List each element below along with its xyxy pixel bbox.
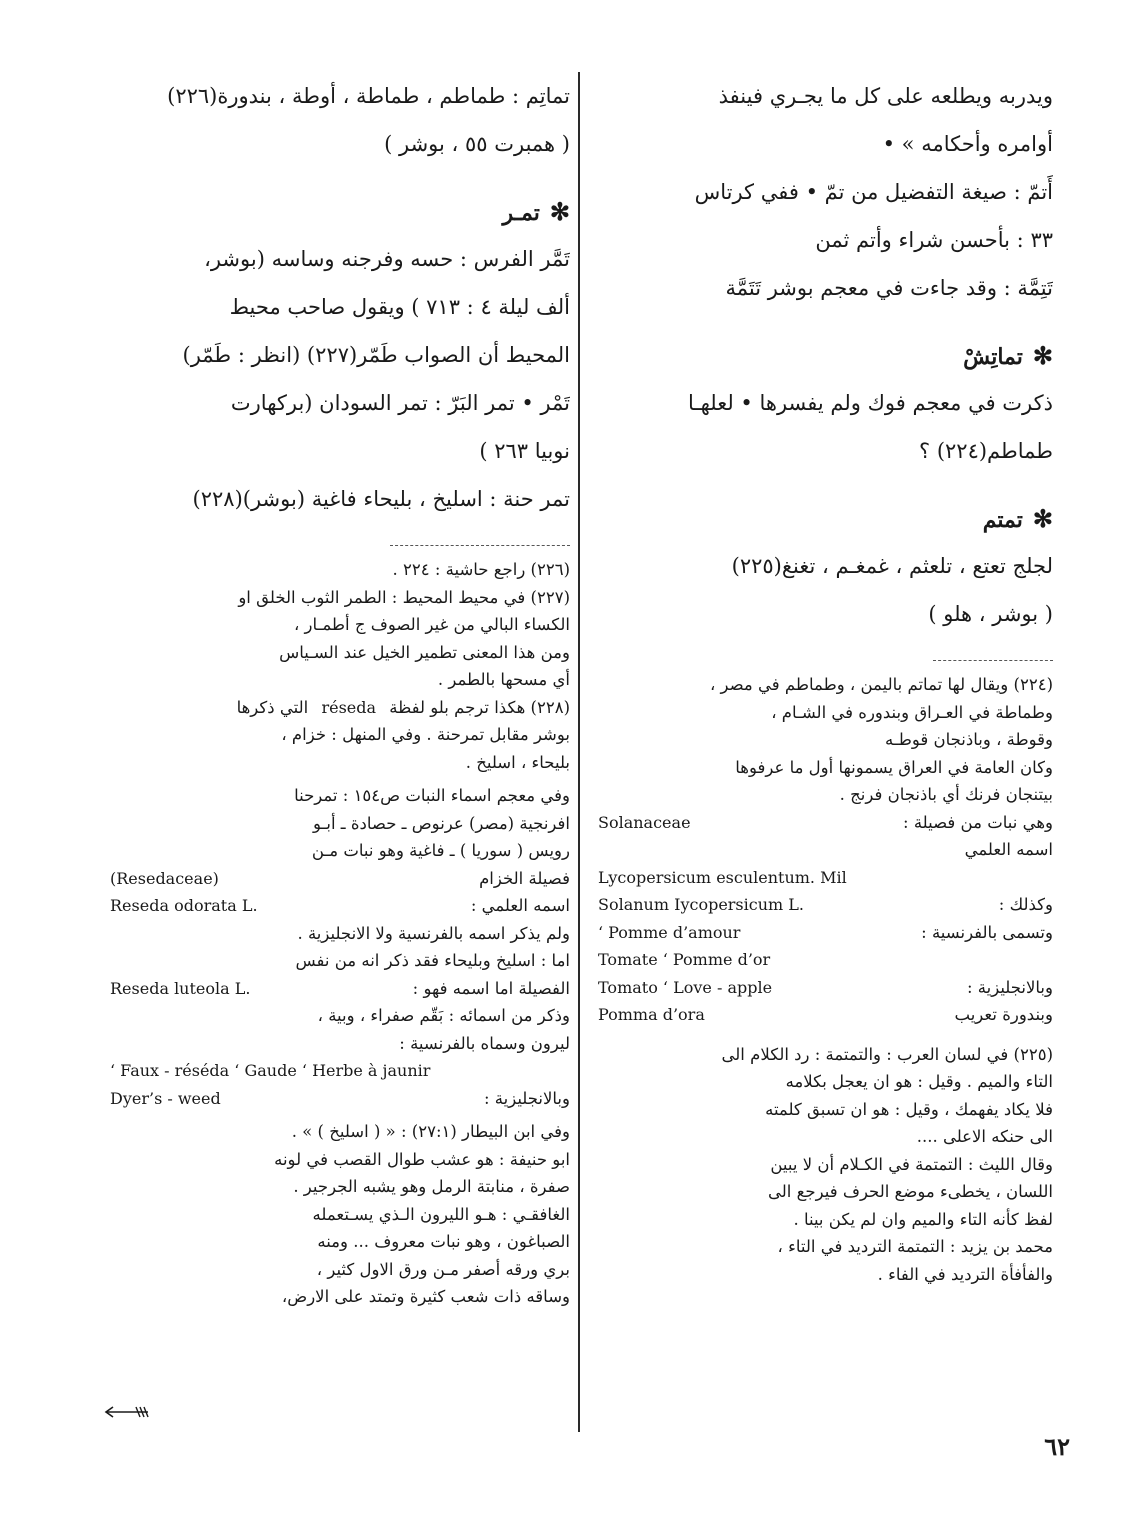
text-line: ( همبرت ٥٥ ، بوشر ) — [384, 132, 570, 156]
latin-term: Solanaceae — [598, 812, 691, 832]
footnote-line: الغافقـي : هـو الليرون الـذي يسـتعمله — [312, 1204, 570, 1224]
footnote-separator — [390, 545, 570, 546]
text-line: لجلج تعتع ، تلعثم ، غمغـم ، تغنغ(٢٢٥) — [731, 554, 1053, 578]
term-pair — [598, 836, 1053, 864]
footnote-line: وفي معجم اسماء النبات ص١٥٤ : تمرحنا — [294, 786, 570, 805]
footnote-line: والفأفأة الترديد في الفاء . — [877, 1264, 1053, 1284]
text-line: تماتِم : طماطم ، طماطة ، أوطة ، بندورة(٢٢٦) — [167, 84, 570, 108]
entry-heading-text: تماتِشْ — [963, 344, 1023, 370]
arabic-term: الفصيلة اما اسمه فهو : — [412, 978, 570, 998]
arabic-term: وكذلك : — [998, 895, 1053, 914]
footnote-228 — [110, 694, 570, 1311]
footnote-line — [110, 694, 570, 722]
footnote-227 — [110, 584, 570, 694]
latin-term: Tomato ‘ Love - apple — [598, 977, 773, 997]
term-pair — [598, 864, 1053, 892]
footnote-line: افرنجية (مصر) عرنوص ـ حصادة ـ أبـو — [313, 813, 570, 833]
footnote-text: (٢٢٨) هكذا ترجم بلو لفظة — [389, 697, 570, 717]
footnote-line: ابو حنيفة : هو عشب طوال القصب في لونه — [274, 1149, 570, 1169]
entry-heading — [598, 334, 1053, 379]
arabic-term: وبالانجليزية : — [483, 1088, 570, 1108]
text-line: نوبيا ٢٦٣ ) — [479, 439, 570, 463]
text-line: تَمَّر الفرس : حسه وفرجنه وساسه (بوشر، — [204, 247, 570, 271]
footnote-line: بوشر مقابل تمرحنة . وفي المنهل : خزام ، — [281, 725, 570, 744]
footnote-line: الصباغون ، وهو نبات معروف ... ومنه — [317, 1232, 570, 1251]
asterisk-icon: ✻ — [549, 197, 570, 226]
arabic-term: وبندورة تعريب — [954, 1005, 1053, 1024]
latin-term: Solanum Iycopersicum L. — [598, 895, 804, 914]
footnote-line: اللسان ، يخطىء موضع الحرف فيرجع الى — [768, 1182, 1053, 1201]
latin-term: Lycopersicum esculentum. Mil — [598, 867, 847, 887]
text-line: طماطم(٢٢٤) ؟ — [919, 439, 1053, 463]
term-pair — [598, 919, 1053, 947]
text-line: ( بوشر ، هلو ) — [928, 602, 1053, 626]
term-pair — [598, 1001, 1053, 1029]
arabic-term: وبالانجليزية : — [966, 977, 1053, 997]
footnote-line: ليرون وسماه بالفرنسية : — [399, 1033, 570, 1053]
page-number: ٦٢ — [1044, 1432, 1070, 1461]
latin-term: ‘ Faux - réséda ‘ Gaude ‘ Herbe à jaunir — [110, 1061, 431, 1080]
term-pair — [110, 1057, 570, 1085]
term-pair — [110, 865, 570, 893]
entry-heading — [110, 190, 570, 235]
latin-term: Reseda luteola L. — [110, 978, 251, 998]
text-line: تَتِمَّة : وقد جاءت في معجم بوشر تَتَمَّة — [725, 276, 1053, 300]
footnote-line: وذكر من اسمائه : بَقّم صفراء ، وبية ، — [317, 1006, 570, 1025]
right-column — [598, 72, 1053, 1288]
footnote-line: اما : اسليخ وبليحاء فقد ذكر انه من نفس — [295, 951, 570, 970]
text-line: تَمْر • تمر البَرّ : تمر السودان (بركهارت — [230, 391, 570, 415]
left-column — [110, 72, 570, 1311]
latin-term: Pomma d’ora — [598, 1005, 705, 1024]
arabic-term: وهي نبات من فصيلة : — [903, 812, 1053, 832]
asterisk-icon: ✻ — [1032, 341, 1053, 370]
footnote-line: ولم يذكر اسمه بالفرنسية ولا الانجليزية . — [297, 923, 570, 943]
text-line: ألف ليلة ٤ : ٧١٣ ) ويقول صاحب محيط — [229, 295, 570, 319]
intro-text — [598, 72, 1053, 312]
entry-heading — [598, 497, 1053, 542]
text-line: أوامره وأحكامه » • — [882, 132, 1053, 156]
footnote-line: وطماطة في العـراق وبندوره في الشـام ، — [771, 702, 1053, 722]
footnote-224 — [598, 671, 1053, 1029]
footnote-line: فلا يكاد يفهمك ، وقيل : هو ان تسبق كلمته — [765, 1099, 1053, 1119]
footnote-line: (٢٢٧) في محيط المحيط : الطمر الثوب الخلق او — [238, 587, 570, 607]
term-pair — [598, 946, 1053, 974]
footnote-line: وكان العامة في العراق يسمونها أول ما عرفوها — [735, 757, 1053, 777]
latin-term: Reseda odorata L. — [110, 896, 258, 915]
term-pair — [598, 891, 1053, 919]
asterisk-icon: ✻ — [1032, 504, 1053, 533]
column-divider — [578, 72, 580, 1432]
footnote-line: وساقه ذات شعب كثيرة وتمتد على الارض، — [281, 1287, 570, 1306]
text-line: ويدربه ويطلعه على كل ما يجـري فينفذ — [718, 84, 1053, 108]
latin-term: Dyer’s - weed — [110, 1088, 221, 1108]
entry-heading-text: تمـر — [502, 200, 540, 226]
term-pair — [598, 809, 1053, 837]
footnote-226 — [110, 556, 570, 584]
footnote-line: أي مسحها بالطمر . — [437, 670, 570, 689]
text-line: المحيط أن الصواب طَمّر(٢٢٧) (انظر : طَمّر) — [182, 343, 570, 367]
term-pair — [110, 1085, 570, 1113]
arabic-term: اسمه العلمي — [964, 840, 1053, 859]
latin-term: réseda — [321, 697, 377, 717]
footnote-line: ومن هذا المعنى تطمير الخيل عند السـياس — [279, 642, 570, 662]
footnote-line: بليحاء ، اسليخ . — [465, 752, 570, 772]
footnote-line: وفي ابن البيطار (٢٧:١) : « ( اسليخ ) » . — [291, 1122, 570, 1141]
footnote-text: التي ذكرها — [236, 697, 309, 717]
footnote-line: بيتنجان فرنك أي باذنجان فرنج . — [839, 785, 1053, 804]
footnote-line: الكساء البالي من غير الصوف ج أطمـار ، — [293, 615, 570, 634]
term-pair — [598, 974, 1053, 1002]
footnote-line: التاء والميم . وقيل : هو ان يعجل بكلامه — [785, 1072, 1053, 1091]
continuation-arrow-icon — [104, 1405, 150, 1419]
latin-term: Tomate ‘ Pomme d’or — [598, 950, 771, 969]
footnote-separator — [933, 660, 1053, 661]
footnote-line: صفرة ، منابتة الرمل وهو يشبه الجرجير . — [293, 1177, 570, 1196]
footnote-line: الى حنكه الاعلى .... — [916, 1127, 1053, 1146]
term-pair — [110, 892, 570, 920]
text-line: تمر حنة : اسليخ ، بليحاء فاغية (بوشر)(٢٢٨) — [192, 487, 570, 511]
footnote-line: وقوطة ، وباذنجان قوطـه — [885, 730, 1053, 749]
text-line: ٣٣ : بأحسن شراء وأتم ثمن — [815, 228, 1053, 252]
footnote-line: وقال الليث : التمتمة في الكـلام أن لا يبين — [770, 1154, 1053, 1174]
footnote-line: (٢٢٥) في لسان العرب : والتمتمة : رد الكلام الى — [721, 1044, 1053, 1064]
footnote-line: لفظ كأنه التاء والميم وان لم يكن بينا . — [793, 1209, 1053, 1229]
footnote-line: (٢٢٤) ويقال لها تماتم باليمن ، وطماطم في مصر ، — [709, 675, 1053, 694]
latin-term: ‘ Pomme d’amour — [598, 922, 741, 942]
footnote-225 — [598, 1041, 1053, 1289]
arabic-term: اسمه العلمي : — [470, 896, 570, 915]
footnote-line: بري ورقه أصفر مـن ورق الاول كثير ، — [316, 1259, 570, 1279]
arabic-term: فصيلة الخزام — [479, 868, 570, 888]
entry-heading-text: تمتم — [982, 507, 1023, 533]
footnote-line: رويس ( سوريا ) ـ فاغية وهو نبات مـن — [311, 841, 570, 860]
latin-term: (Resedaceae) — [110, 868, 219, 888]
text-line: أَتمّ : صيغة التفضيل من تمّ • ففي كرتاس — [694, 180, 1053, 204]
term-pair — [110, 975, 570, 1003]
arabic-term: وتسمى بالفرنسية : — [921, 922, 1053, 942]
footnote-line: (٢٢٦) راجع حاشية : ٢٢٤ . — [392, 560, 570, 579]
text-line: ذكرت في معجم فوك ولم يفسرها • لعلهـا — [688, 391, 1053, 415]
footnote-line: محمد بن يزيد : التمتمة الترديد في التاء ، — [777, 1237, 1053, 1256]
